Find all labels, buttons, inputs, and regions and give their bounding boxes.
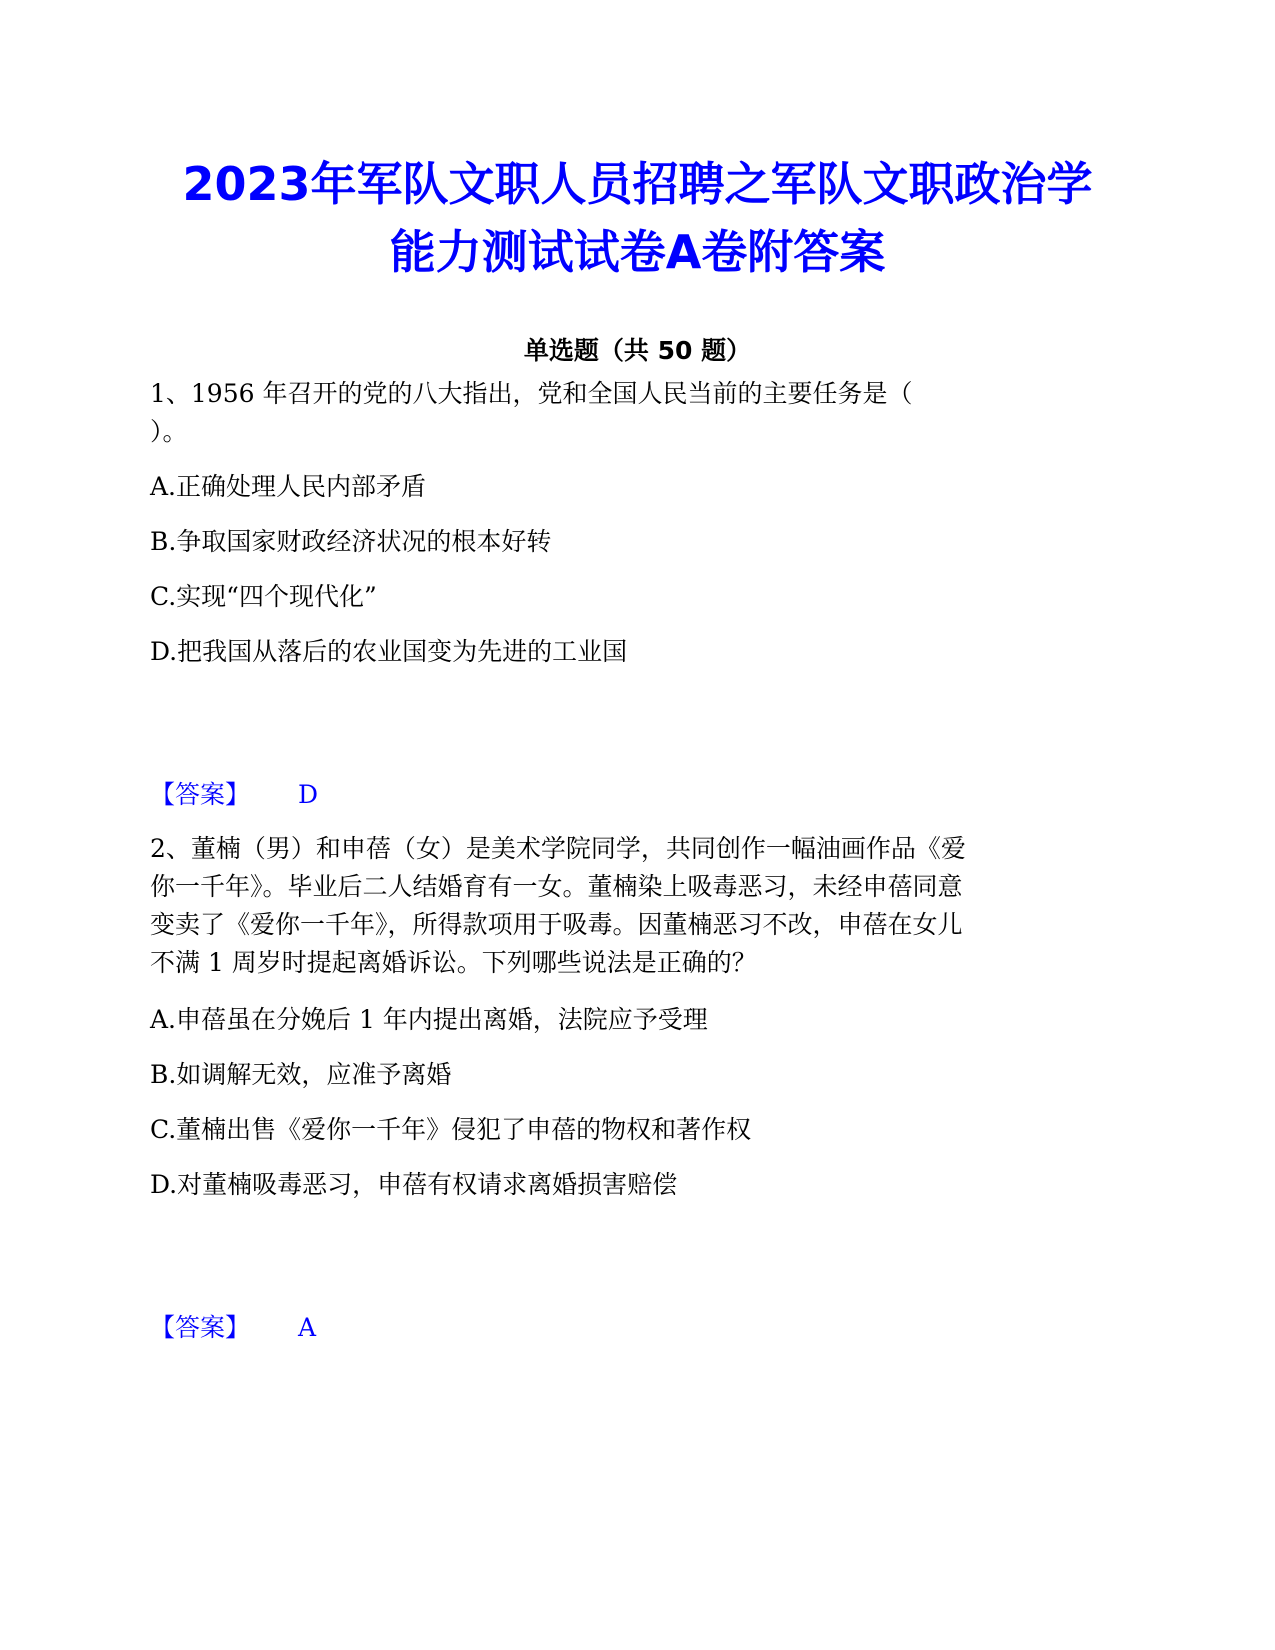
question-2-answer: [150, 1309, 316, 1347]
question-2-stem-line-1: 2、董楠（男）和申蓓（女）是美术学院同学，共同创作一幅油画作品《爱: [150, 834, 966, 863]
question-1-answer: [150, 776, 318, 814]
title-line-2: 能力测试试卷A卷附答案: [389, 225, 886, 279]
question-1-option-a: A.正确处理人民内部矛盾: [150, 472, 427, 501]
question-2-option-b: B.如调解无效，应准予离婚: [150, 1060, 452, 1089]
answer-value: D: [298, 780, 319, 809]
question-1-option-c: C.实现“四个现代化”: [150, 582, 377, 611]
question-1-stem-line-1: 1、1956 年召开的党的八大指出，党和全国人民当前的主要任务是（: [150, 379, 913, 408]
answer-value: A: [298, 1313, 317, 1342]
question-2-option-c: C.董楠出售《爱你一千年》侵犯了申蓓的物权和著作权: [150, 1115, 752, 1144]
document-title: [100, 150, 1175, 286]
question-1-stem-line-2: ）。: [150, 417, 188, 446]
answer-label: 【答案】: [150, 1313, 251, 1342]
question-2-option-d: D.对董楠吸毒恶习，申蓓有权请求离婚损害赔偿: [150, 1170, 678, 1199]
title-line-1: 2023年军队文职人员招聘之军队文职政治学: [182, 157, 1093, 211]
section-heading: 单选题（共 50 题）: [523, 336, 752, 365]
question-1-option-b: B.争取国家财政经济状况的根本好转: [150, 527, 552, 556]
question-2-stem-line-3: 变卖了《爱你一千年》，所得款项用于吸毒。因董楠恶习不改，申蓓在女儿: [150, 910, 963, 939]
question-2-stem-line-2: 你一千年》。毕业后二人结婚育有一女。董楠染上吸毒恶习，未经申蓓同意: [150, 872, 963, 901]
question-1-option-d: D.把我国从落后的农业国变为先进的工业国: [150, 637, 628, 666]
question-2-stem-line-4: 不满 1 周岁时提起离婚诉讼。下列哪些说法是正确的？: [150, 948, 757, 977]
answer-label: 【答案】: [150, 780, 251, 809]
question-2-option-a: A.申蓓虽在分娩后 1 年内提出离婚，法院应予受理: [150, 1005, 708, 1034]
